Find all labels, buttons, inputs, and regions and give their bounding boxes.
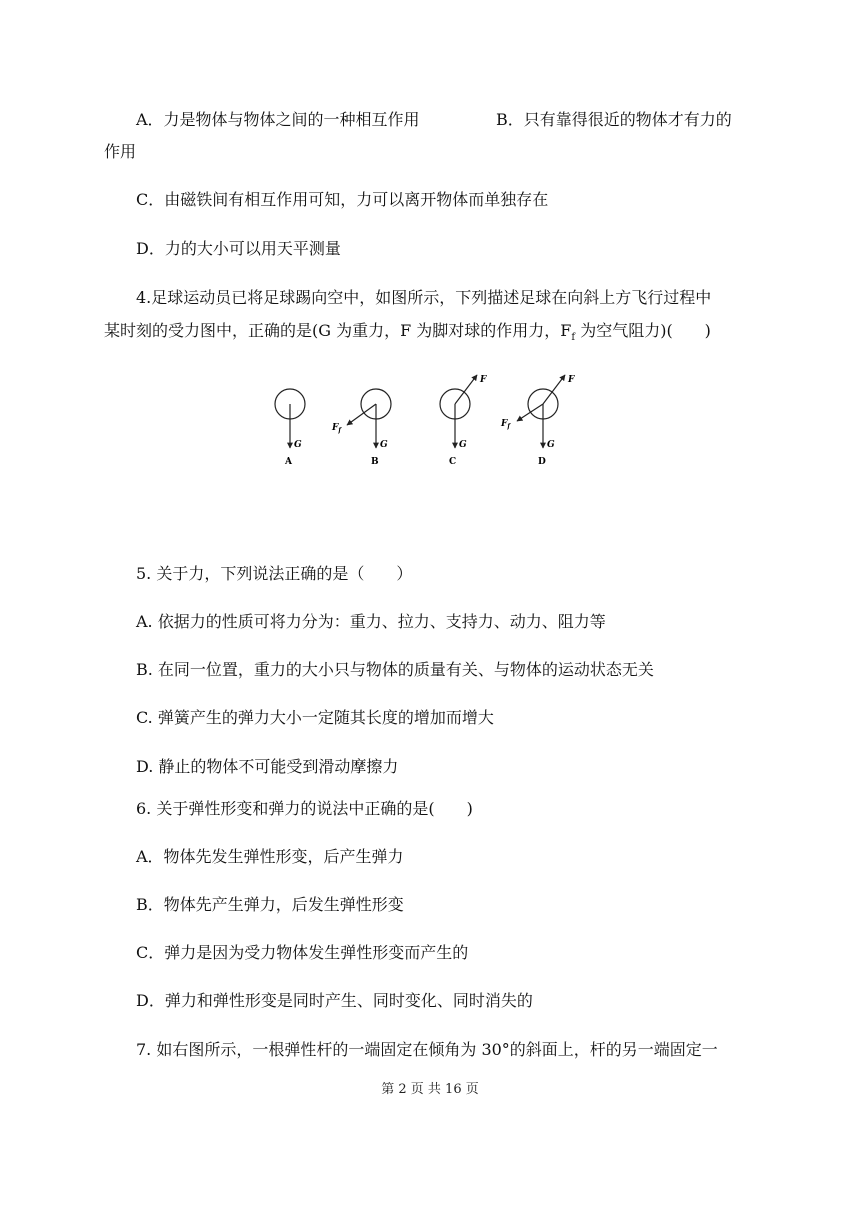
- diagram-option-d: [500, 375, 575, 467]
- option-label-d: D: [538, 457, 546, 467]
- q4-force-diagram: [262, 368, 598, 472]
- q6-option-a: A．物体先发生弹性形变，后产生弹力: [136, 847, 404, 866]
- q3-option-b: B．只有靠得很近的物体才有力的: [496, 110, 732, 129]
- q5-option-b: B. 在同一位置，重力的大小只与物体的质量有关、与物体的运动状态无关: [136, 660, 654, 679]
- q5-stem: 5. 关于力，下列说法正确的是（ ）: [136, 564, 413, 583]
- gravity-label-c: G: [459, 440, 467, 450]
- option-label-c: C: [449, 457, 457, 467]
- q5-option-d: D. 静止的物体不可能受到滑动摩擦力: [136, 757, 399, 776]
- q7-stem-line1: 7. 如右图所示，一根弹性杆的一端固定在倾角为 30°的斜面上，杆的另一端固定一: [136, 1040, 718, 1059]
- diagram-option-c: [440, 375, 487, 467]
- q6-option-c: C．弹力是因为受力物体发生弹性形变而产生的: [136, 943, 469, 962]
- q4-stem-line1: 4.足球运动员已将足球踢向空中，如图所示，下列描述足球在向斜上方飞行过程中: [136, 288, 712, 307]
- q3-option-b-continuation: 作用: [104, 142, 137, 161]
- gravity-label-b: G: [380, 440, 388, 450]
- q6-stem: 6. 关于弹性形变和弹力的说法中正确的是( ): [136, 799, 473, 818]
- diagram-option-a: [275, 389, 305, 467]
- gravity-label-d: G: [547, 440, 555, 450]
- gravity-label-a: G: [294, 440, 302, 450]
- q6-option-d: D．弹力和弹性形变是同时产生、同时变化、同时消失的: [136, 991, 533, 1010]
- q6-option-b: B．物体先产生弹力，后发生弹性形变: [136, 895, 404, 914]
- diagram-option-b: [331, 389, 391, 467]
- friction-label-d: $F_f$: [501, 419, 510, 430]
- q5-option-c: C. 弹簧产生的弹力大小一定随其长度的增加而增大: [136, 708, 494, 727]
- option-label-a: A: [285, 457, 292, 467]
- friction-label-b: $F_f$: [332, 423, 341, 434]
- q3-option-c: C．由磁铁间有相互作用可知，力可以离开物体而单独存在: [136, 190, 549, 209]
- q4-stem-line2: 某时刻的受力图中，正确的是(G 为重力，F 为脚对球的作用力，$F_f$ 为空气阻力)( ): [104, 321, 711, 344]
- force-label-d: F: [568, 375, 575, 385]
- q3-option-d: D．力的大小可以用天平测量: [136, 239, 341, 258]
- page-footer: 第 2 页 共 16 页: [381, 1082, 479, 1097]
- option-label-b: B: [371, 457, 379, 467]
- q3-option-a: A．力是物体与物体之间的一种相互作用: [136, 110, 420, 129]
- force-label-c: F: [480, 375, 487, 385]
- q5-option-a: A. 依据力的性质可将力分为：重力、拉力、支持力、动力、阻力等: [136, 612, 606, 631]
